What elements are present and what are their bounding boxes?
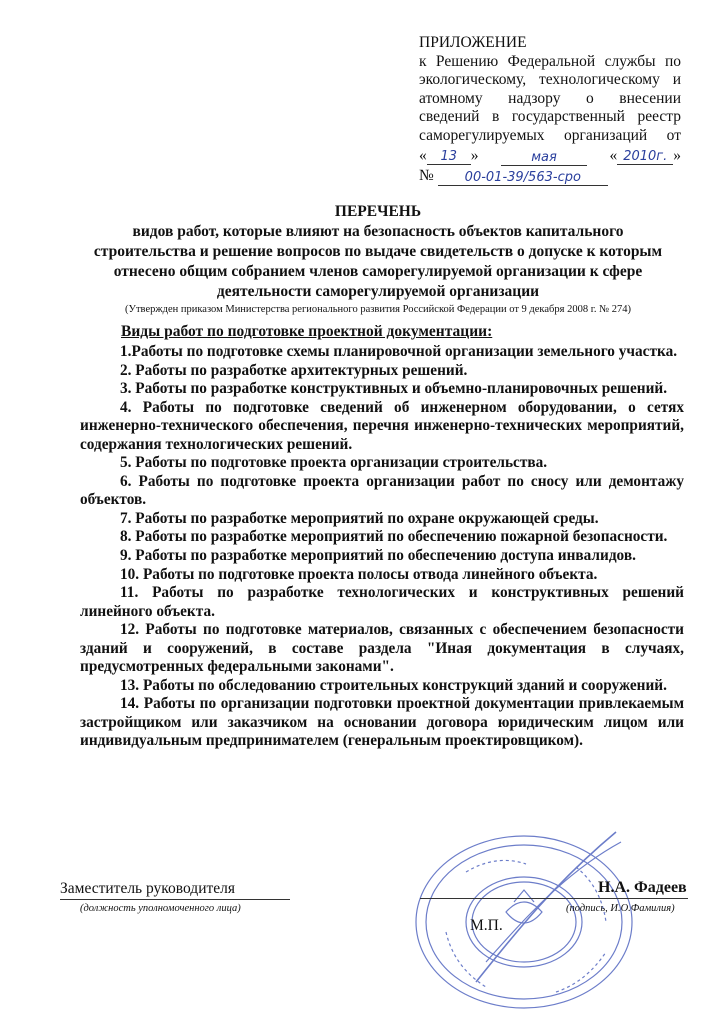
section-title: Виды работ по подготовке проектной документации: — [121, 323, 493, 340]
appendix-line: сведений в государственный реестр — [419, 108, 681, 126]
list-item: 14. Работы по организации подготовки проектной документации привлекаемым застройщиком или заказчиком на основании договора юридическим лицом или индивидуальным предпринимателем (генеральным проектировщиком). — [80, 695, 684, 750]
appendix-line: экологическому, технологическому и — [419, 71, 681, 89]
document-heading — [60, 202, 696, 318]
list-item: 3. Работы по разработке конструктивных и объемно-планировочных решений. — [120, 380, 668, 398]
position-caption: (должность уполномоченного лица) — [80, 903, 241, 914]
date-year: 2010г. — [617, 150, 673, 165]
date-day-group: « 13 » — [419, 146, 479, 164]
work-types-list — [80, 343, 684, 751]
heading-line: строительства и решение вопросов по выдаче свидетельств о допуске к которым — [93, 243, 663, 260]
heading-line: деятельности саморегулируемой организации — [216, 283, 540, 300]
list-item: 13. Работы по обследованию строительных конструкций зданий и сооружений. — [120, 676, 667, 694]
heading-line: видов работ, которые влияют на безопасность объектов капитального — [132, 223, 624, 240]
list-item: 12. Работы по подготовке материалов, связанных с обеспечением безопасности зданий и сооружений, в составе раздела "Иная документация в случаях, предусмотренных федеральными законами". — [80, 621, 684, 676]
date-month: мая — [501, 151, 587, 166]
appendix-line: к Решению Федеральной службы по — [419, 52, 681, 70]
heading-line: отнесено общим собранием членов саморегулируемой организации к сфере — [113, 263, 643, 280]
list-item: 5. Работы по подготовке проекта организации строительства. — [120, 454, 548, 472]
signatory-position: Заместитель руководителя — [60, 880, 290, 900]
appendix-number: № 00-01-39/563-сро — [419, 166, 681, 186]
stamp-place-label: М.П. — [470, 917, 503, 934]
list-item: 7. Работы по разработке мероприятий по охране окружающей среды. — [120, 509, 599, 527]
appendix-line: атомному надзору о внесении — [419, 89, 681, 107]
name-caption: (подпись, И.О.Фамилия) — [566, 903, 675, 914]
appendix-line: саморегулируемых организаций от — [419, 126, 681, 144]
heading-note: (Утвержден приказом Министерства регионального развития Российской Федерации от 9 декабря 2008 г. № 274) — [125, 304, 631, 315]
appendix-date — [419, 146, 681, 166]
registration-number: 00-01-39/563-сро — [438, 171, 608, 186]
list-item: 2. Работы по разработке архитектурных решений. — [120, 361, 468, 379]
appendix-title: ПРИЛОЖЕНИЕ — [419, 34, 527, 51]
date-day: 13 — [427, 150, 471, 165]
date-year-group: « 2010г. » — [609, 146, 681, 164]
signatory-name: Н.А. Фадеев — [598, 879, 687, 896]
appendix-block — [419, 34, 681, 186]
list-item: 4. Работы по подготовке сведений об инженерном оборудовании, о сетях инженерно-технического обеспечения, перечня инженерно-технических мероприятий, содержания технологических решений. — [80, 398, 684, 453]
list-item: 8. Работы по разработке мероприятий по обеспечению пожарной безопасности. — [120, 528, 668, 546]
list-item: 9. Работы по разработке мероприятий по обеспечению доступа инвалидов. — [120, 547, 636, 565]
list-item: 11. Работы по разработке технологических и конструктивных решений линейного объекта. — [80, 584, 684, 620]
list-item: 1.Работы по подготовке схемы планировочной организации земельного участка. — [120, 343, 678, 360]
list-item: 6. Работы по подготовке проекта организации работ по сносу или демонтажу объектов. — [80, 472, 684, 509]
heading-title: ПЕРЕЧЕНЬ — [334, 203, 422, 220]
list-item: 10. Работы по подготовке проекта полосы отвода линейного объекта. — [120, 565, 598, 583]
signature-line — [420, 898, 688, 899]
